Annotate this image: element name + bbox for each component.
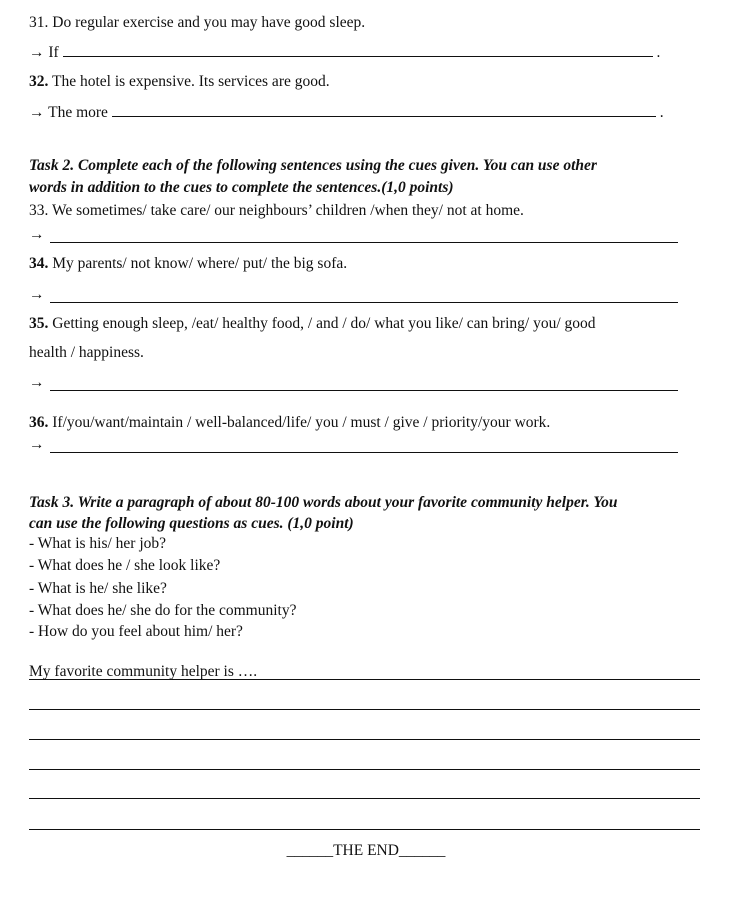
end-period: . <box>656 44 661 61</box>
arrow-icon: → <box>29 436 45 453</box>
writing-line[interactable] <box>29 739 700 740</box>
question-31 <box>29 14 365 32</box>
answer-prompt: The more <box>48 104 108 121</box>
question-35 <box>29 315 596 333</box>
the-end-footer: ______THE END______ <box>286 842 446 859</box>
writing-line[interactable] <box>29 709 700 710</box>
writing-line[interactable] <box>29 679 700 680</box>
paragraph-starter: My favorite community helper is …. <box>29 663 258 680</box>
writing-line[interactable] <box>29 829 700 830</box>
answer-blank-33[interactable] <box>50 242 678 243</box>
question-text: My parents/ not know/ where/ put/ the big sofa. <box>52 255 348 272</box>
arrow-icon: → <box>29 226 45 243</box>
question-number: 35. <box>29 315 49 332</box>
cue-question: - What is his/ her job? <box>29 535 167 552</box>
arrow-icon: → <box>29 286 45 303</box>
arrow-icon: → <box>29 374 45 391</box>
answer-blank-36[interactable] <box>50 452 678 453</box>
question-35-continued: health / happiness. <box>29 344 144 361</box>
question-34 <box>29 255 347 273</box>
question-text: If/you/want/maintain / well-balanced/life/ you / must / give / priority/your work. <box>52 414 551 431</box>
arrow-icon: → <box>29 44 45 61</box>
question-number: 36. <box>29 414 49 431</box>
answer-blank-34[interactable] <box>50 302 678 303</box>
cue-question: - What does he/ she do for the community? <box>29 602 297 619</box>
question-36 <box>29 414 550 432</box>
question-number: 31. <box>29 14 49 31</box>
answer-blank-35[interactable] <box>50 390 678 391</box>
arrow-icon: → <box>29 104 45 121</box>
answer-blank-31[interactable] <box>63 43 653 57</box>
cue-question: - How do you feel about him/ her? <box>29 623 243 640</box>
question-text: The hotel is expensive. Its services are good. <box>51 73 330 90</box>
task-3-instruction-line-2: can use the following questions as cues. (1,0 point) <box>29 515 354 532</box>
answer-blank-32[interactable] <box>112 103 656 117</box>
question-32 <box>29 73 330 91</box>
cue-question: - What is he/ she like? <box>29 580 167 597</box>
end-period: . <box>659 104 664 121</box>
question-text: We sometimes/ take care/ our neighbours’ children /when they/ not at home. <box>51 202 524 219</box>
question-text: Getting enough sleep, /eat/ healthy food, / and / do/ what you like/ can bring/ you/ good <box>52 315 596 332</box>
task-3-instruction-line-1: Task 3. Write a paragraph of about 80-100 words about your favorite community helper. You <box>29 494 618 511</box>
question-33 <box>29 202 524 220</box>
task-2-instruction-line-2: words in addition to the cues to complete the sentences.(1,0 points) <box>29 179 454 196</box>
question-number: 32. <box>29 73 49 90</box>
task-2-instruction-line-1: Task 2. Complete each of the following sentences using the cues given. You can use other <box>29 157 597 174</box>
writing-line[interactable] <box>29 769 700 770</box>
question-number: 34. <box>29 255 49 272</box>
cue-question: - What does he / she look like? <box>29 557 221 574</box>
question-text: Do regular exercise and you may have good sleep. <box>52 14 366 31</box>
question-number: 33. <box>29 202 49 219</box>
answer-prompt: If <box>48 44 59 61</box>
answer-line-31 <box>29 43 660 62</box>
writing-line[interactable] <box>29 798 700 799</box>
answer-line-32 <box>29 103 664 122</box>
